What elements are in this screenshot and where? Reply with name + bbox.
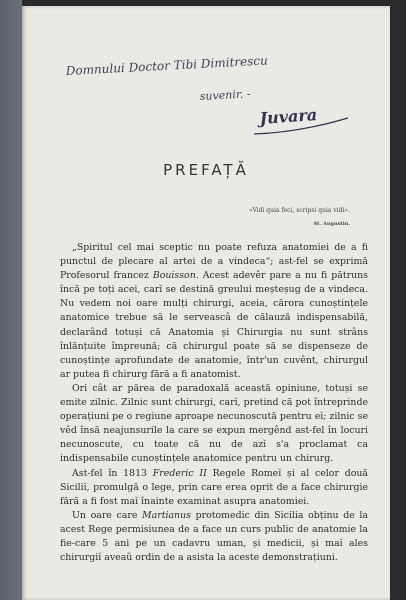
italic-name: Bouisson <box>152 270 196 282</box>
text-run: Regele Romeĭ și al celor două Siciliĭ, promulgă o lege, prin care erea oprit de a face chirurgie fără a fi fost maĭ înainte examinat asupra anatomiei. <box>60 467 368 507</box>
signature: Juvara <box>258 105 318 128</box>
paragraph <box>60 241 368 382</box>
book-page <box>22 6 390 600</box>
handwriting-drawing <box>22 6 390 146</box>
text-run: Ori cât ar părea de paradoxală această opiniune, totuși se emite zilnic. Zilnic sunt chirurgi, carĭ, pretind că pot întreprinde operațiuni pe o regiune aproape necunoscută pentru eĭ; zilnic se věd însă neajunsurile la care se expun mergênd ast-fel în locuri necunoscute, cu toate că nu de azĭ s'a proclamat ca indispensabile cunoștințele anatomice pentru un chirurg. <box>60 382 368 465</box>
italic-name: Martianus <box>142 509 191 521</box>
epigraph-author: St. Augustin. <box>313 221 350 227</box>
epigraph-quote: «Vidi quia feci, scripsi quia vidi». <box>248 207 350 214</box>
dedication-line-2: suvenir. - <box>199 87 251 103</box>
preface-body <box>60 241 368 565</box>
paragraph <box>60 509 368 565</box>
dedication-line-1: Domnului Doctor Tibi Dimitrescu <box>65 53 269 78</box>
text-run: protomedic din Sicilia obținu de la acest Rege permisiunea de a face un curs public de anatomie la fie-care 5 ani pe un cadavru uman, și medicii, și maĭ ales chirurgiĭ aveaŭ ordin de a asista la aceste demonstrațiuni. <box>60 509 368 564</box>
text-run: Un oare care <box>72 509 143 521</box>
handwritten-dedication <box>22 6 390 146</box>
text-run: . Acest adevěr pare a nu fi pătruns încă pe toți acei, carĭ se destină greului meșteșug de a vindeca. Nu vedem noi oare mulți chirurgi, aceia, cărora cunoștințele anatomice trebue să le serveascâ de călauză indispensabilă, declarând totuși că Anatomia și Chirurgia nu sunt strâns înlănțuite împreună; că chirurgul poate să se dispenseze de cunoștințe aprofundate de anatomie, într'un cuvênt, chirurgul ar putea fi chirurg fără a fi anatomist. <box>60 270 368 380</box>
paragraph <box>60 382 368 467</box>
page-title: PREFAȚĂ <box>163 161 249 179</box>
text-run: Ast-fel în 1813 <box>72 467 153 479</box>
paragraph <box>60 467 368 509</box>
italic-name: Frederic II <box>152 467 207 479</box>
text-run: „Spiritul cel mai sceptic nu poate refuza anatomiei de a fi punctul de plecare al artei de a vindeca“; ast-fel se exprimă Profesorul francez <box>60 242 368 282</box>
